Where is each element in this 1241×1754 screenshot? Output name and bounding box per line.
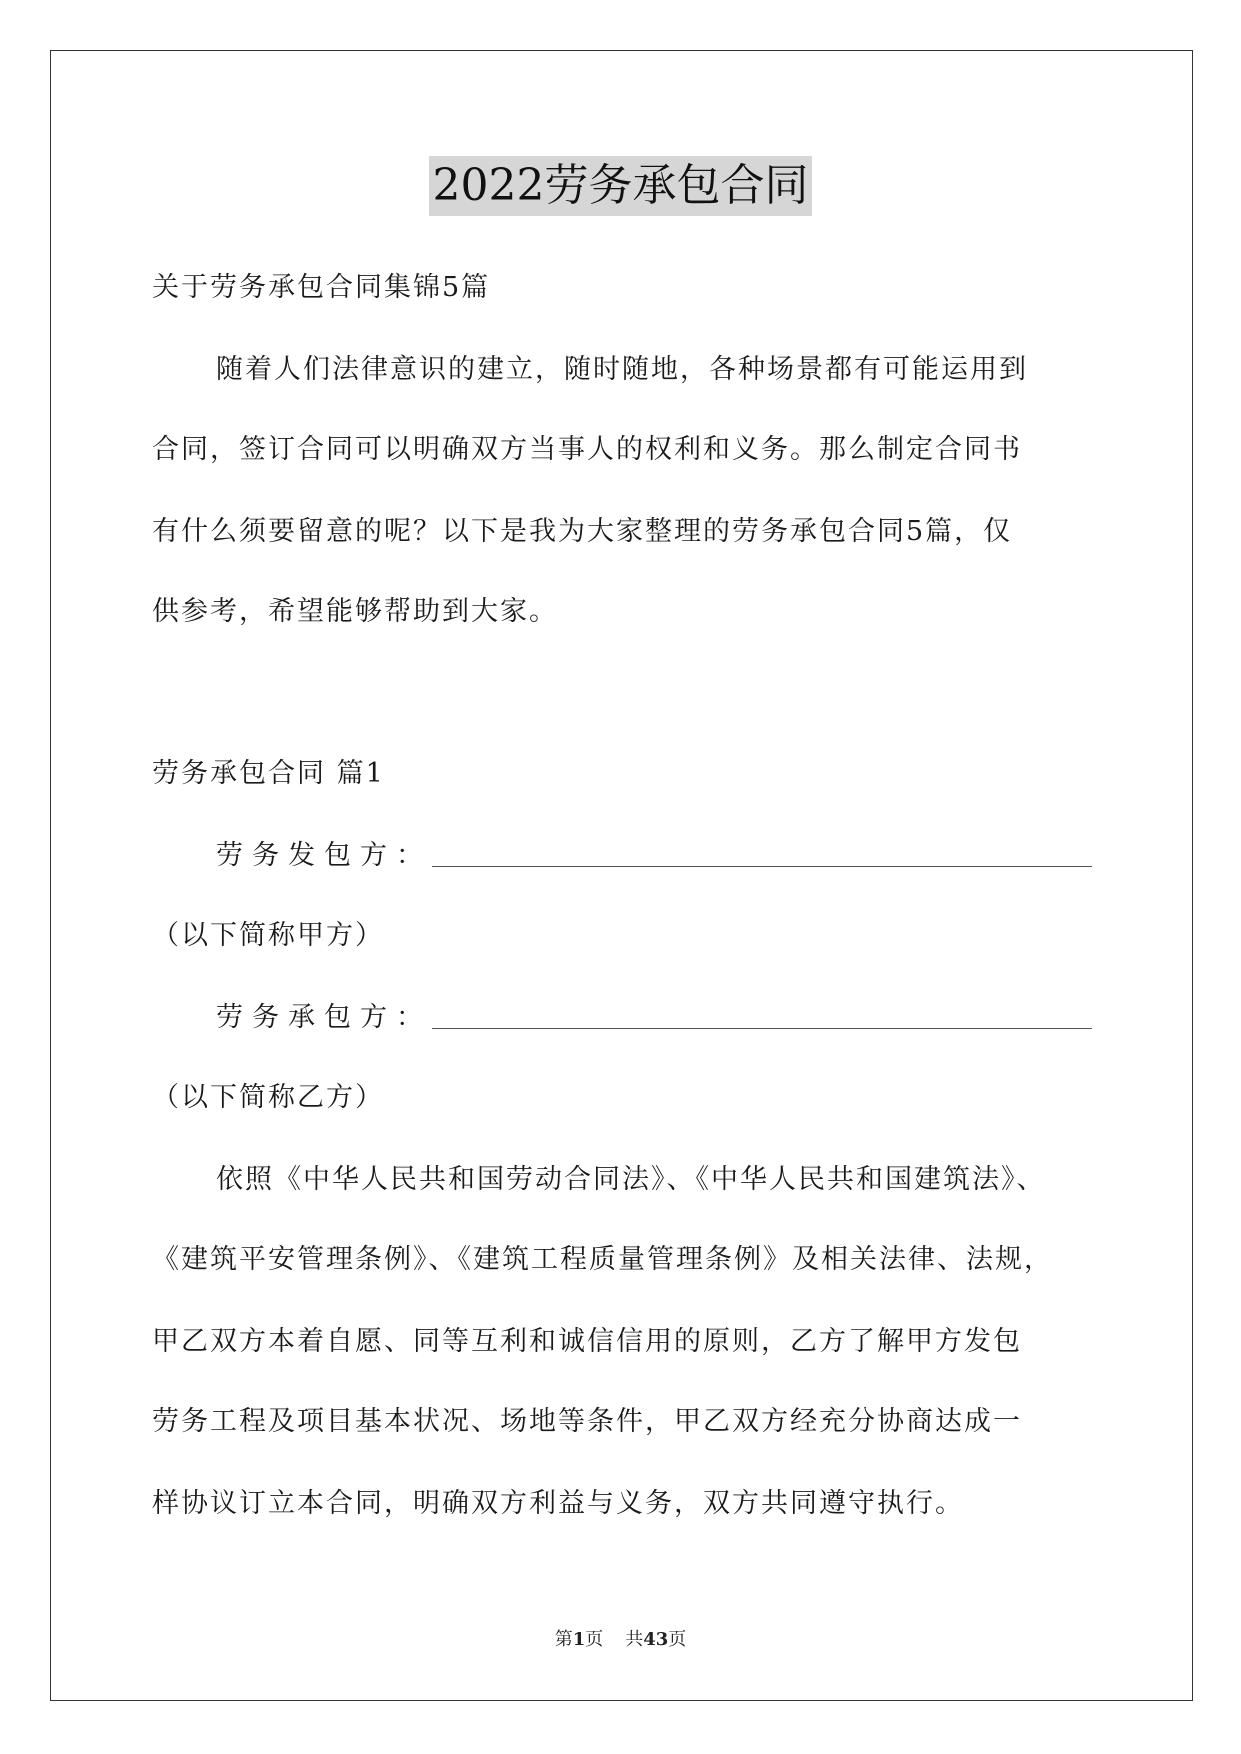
body-line-4: 劳务工程及项目基本状况、场地等条件，甲乙双方经充分协商达成一 bbox=[152, 1406, 1022, 1437]
intro-line-3: 有什么须要留意的呢？以下是我为大家整理的劳务承包合同5篇，仅 bbox=[152, 516, 1013, 547]
document-subtitle: 关于劳务承包合同集锦5篇 bbox=[152, 272, 491, 303]
body-line-3: 甲乙双方本着自愿、同等互利和诚信信用的原则，乙方了解甲方发包 bbox=[152, 1326, 1022, 1357]
party-b-label: 劳务承包方： bbox=[216, 1002, 432, 1033]
footer-page-prefix: 第 bbox=[554, 1629, 573, 1650]
footer-page-suffix: 页 bbox=[585, 1629, 604, 1650]
intro-line-4: 供参考，希望能够帮助到大家。 bbox=[152, 596, 558, 627]
footer-total-prefix: 共 bbox=[625, 1629, 644, 1650]
page-footer bbox=[0, 1628, 1241, 1652]
body-line-1: 依照《中华人民共和国劳动合同法》、《中华人民共和国建筑法》、 bbox=[216, 1164, 1046, 1195]
document-title: 2022劳务承包合同 bbox=[429, 156, 813, 216]
body-line-2: 《建筑平安管理条例》、《建筑工程质量管理条例》及相关法律、法规， bbox=[152, 1244, 1053, 1275]
party-b-blank-line bbox=[432, 1028, 1092, 1029]
party-a-label: 劳务发包方： bbox=[216, 840, 432, 871]
intro-line-1: 随着人们法律意识的建立，随时随地，各种场景都有可能运用到 bbox=[216, 354, 1028, 385]
footer-page-number: 1 bbox=[572, 1629, 586, 1650]
party-a-note: （以下简称甲方） bbox=[152, 920, 384, 951]
body-line-5: 样协议订立本合同，明确双方利益与义务，双方共同遵守执行。 bbox=[152, 1488, 964, 1519]
title-container bbox=[0, 156, 1241, 216]
section-heading: 劳务承包合同 篇1 bbox=[152, 758, 385, 789]
party-a-blank-line bbox=[432, 866, 1092, 867]
party-b-note: （以下简称乙方） bbox=[152, 1082, 384, 1113]
intro-line-2: 合同，签订合同可以明确双方当事人的权利和义务。那么制定合同书 bbox=[152, 434, 1022, 465]
footer-total-suffix: 页 bbox=[668, 1629, 687, 1650]
footer-total-pages: 43 bbox=[643, 1629, 669, 1650]
